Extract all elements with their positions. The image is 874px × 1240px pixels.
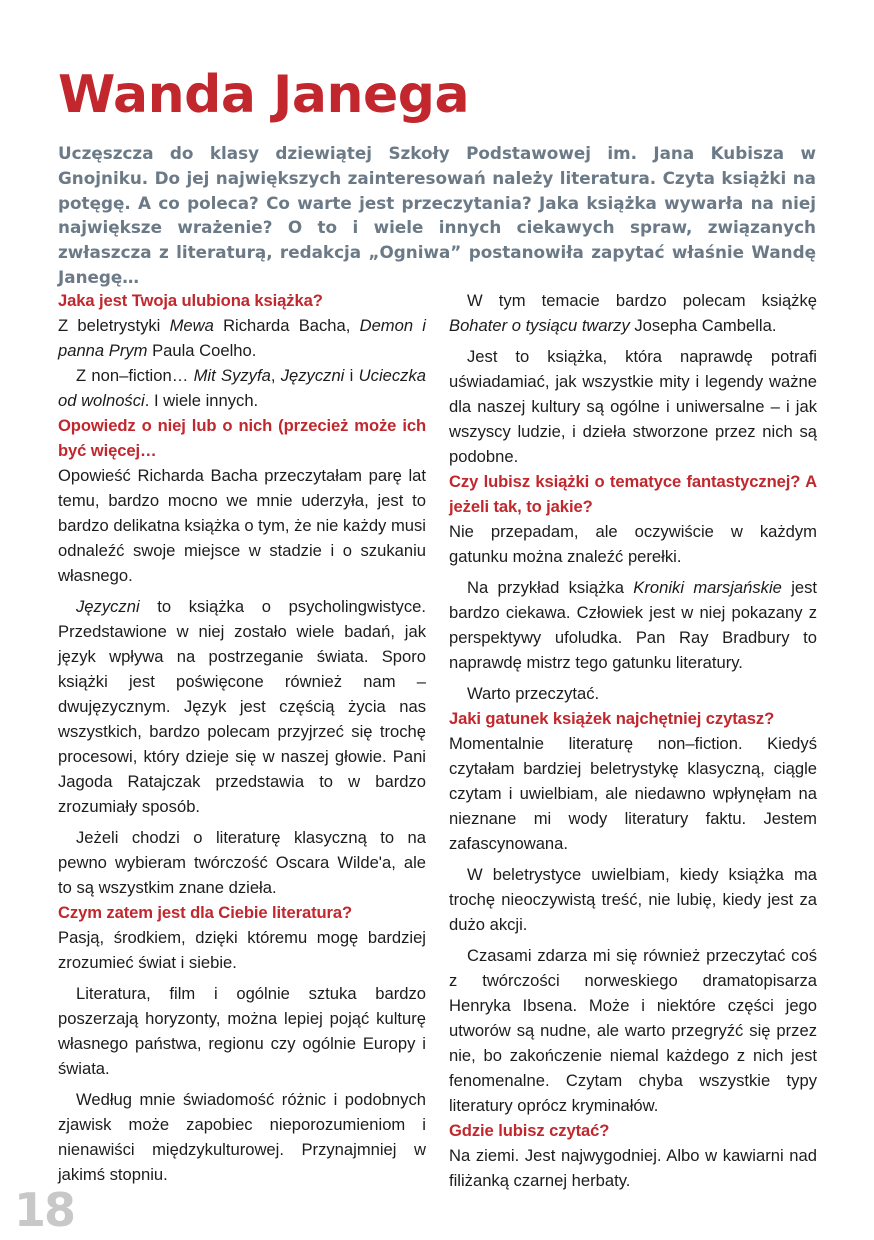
interview-question xyxy=(449,1118,817,1143)
interview-question xyxy=(58,413,426,463)
question-text: Jaka jest Twoja ulubiona książka? xyxy=(58,291,323,310)
interview-answer xyxy=(58,313,426,363)
question-text: Opowiedz o niej lub o nich (przecież może ich być więcej… xyxy=(58,416,426,460)
interview-answer xyxy=(58,363,426,413)
answer-text: , xyxy=(270,366,281,385)
answer-text: Paula Coelho. xyxy=(147,341,257,360)
answer-text: Z beletrystyki xyxy=(58,316,170,335)
book-title: Języczni xyxy=(280,366,345,385)
answer-text: Josepha Cambella. xyxy=(629,316,777,335)
interview-answer xyxy=(58,594,426,819)
interview-answer xyxy=(58,925,426,975)
answer-text: Jeżeli chodzi o literaturę klasyczną to na pewno wybieram twórczość Oscara Wilde'a, ale to są wszystkim znane dzieła. xyxy=(58,828,426,897)
answer-text: W beletrystyce uwielbiam, kiedy książka ma trochę nieoczywistą treść, nie lubię, kiedy jest za dużo akcji. xyxy=(449,865,817,934)
answer-text: Warto przeczytać. xyxy=(467,684,600,703)
interview-answer xyxy=(449,575,817,675)
answer-text: Literatura, film i ogólnie sztuka bardzo poszerzają horyzonty, można lepiej pojąć kulturę własnego państwa, regionu czy ogólnie Europy i świata. xyxy=(58,984,426,1078)
interview-answer xyxy=(449,731,817,856)
question-text: Gdzie lubisz czytać? xyxy=(449,1121,610,1140)
answer-text: to książka o psycholingwistyce. Przedstawione w niej zostało wiele badań, jak język wpływa na postrzeganie świata. Sporo książki jest poświęcone również nam – dwujęzycznym. Język jest częścią życia nas wszystkich, bardzo polecam przyjrzeć się trochę procesowi, który dzieje się w naszej głowie. Pani Jagoda Ratajczak przedstawia to w bardzo zrozumiały sposób. xyxy=(58,597,426,816)
interview-answer xyxy=(58,981,426,1081)
book-title: Języczni xyxy=(76,597,140,616)
interview-question xyxy=(58,900,426,925)
interview-question xyxy=(449,706,817,731)
interview-answer xyxy=(449,519,817,569)
answer-text: jest bardzo ciekawa. Człowiek jest w niej pokazany z perspektywy ufoludka. Pan Ray Bradbury to naprawdę mistrz tego gatunku literatury. xyxy=(449,578,818,672)
answer-text: Z non–fiction… xyxy=(76,366,194,385)
answer-text: Na ziemi. Jest najwygodniej. Albo w kawiarni nad filiżanką czarnej herbaty. xyxy=(449,1146,817,1190)
interview-answer xyxy=(58,825,426,900)
left-column xyxy=(58,288,426,1187)
answer-text: i xyxy=(344,366,359,385)
answer-text: Pasją, środkiem, dzięki któremu mogę bardziej zrozumieć świat i siebie. xyxy=(58,928,426,972)
book-title: Mit Syzyfa xyxy=(193,366,271,385)
interview-answer xyxy=(449,288,817,338)
interview-question xyxy=(449,469,817,519)
answer-text: Richarda Bacha, xyxy=(213,316,360,335)
article-title: Wanda Janega xyxy=(58,65,470,125)
answer-text: Momentalnie literaturę non–fiction. Kiedyś czytałam bardziej beletrystykę klasyczną, ciągle czytam i uwielbiam, ale niedawno wpłynęłam na nieznane mi wody literatury faktu. Jestem zafascynowana. xyxy=(449,734,817,853)
book-title: Mewa xyxy=(169,316,214,335)
book-title: Demon i panna Prym xyxy=(58,316,426,360)
interview-answer xyxy=(449,1143,817,1193)
answer-text: Czasami zdarza mi się również przeczytać coś z twórczości norweskiego dramatopisarza Henryka Ibsena. Może i niektóre części jego utworów są nudne, ale warto przegryźć się przez nie, bo zakończenie niemal każdego z nich jest fenomenalne. Czytam chyba wszystkie typy literatury oprócz kryminałów. xyxy=(449,946,817,1115)
interview-answer xyxy=(58,1087,426,1187)
interview-answer xyxy=(449,862,817,937)
book-title: Kroniki marsjańskie xyxy=(633,578,782,597)
book-title: Ucieczka od wolności xyxy=(58,366,426,410)
book-title: Bohater o tysiącu twarzy xyxy=(449,316,630,335)
question-text: Jaki gatunek książek najchętniej czytasz? xyxy=(449,709,775,728)
answer-text: W tym temacie bardzo polecam książkę xyxy=(467,291,817,310)
answer-text: Według mnie świadomość różnic i podobnych zjawisk może zapobiec nieporozumieniom i nienawiści międzykulturowej. Przynajmniej w jakimś stopniu. xyxy=(58,1090,426,1184)
answer-text: . I wiele innych. xyxy=(144,391,259,410)
question-text: Czy lubisz książki o tematyce fantastycznej? A jeżeli tak, to jakie? xyxy=(449,472,817,516)
interview-answer xyxy=(449,681,817,706)
interview-answer xyxy=(449,943,817,1118)
answer-text: Nie przepadam, ale oczywiście w każdym gatunku można znaleźć perełki. xyxy=(449,522,817,566)
interview-question xyxy=(58,288,426,313)
answer-text: Na przykład książka xyxy=(467,578,634,597)
answer-text: Jest to książka, która naprawdę potrafi uświadamiać, jak wszystkie mity i legendy ważne dla naszej kultury są ogólne i uniwersalne – i jak wszyscy ludzie, i dzieła stworzone przez nich są podobne. xyxy=(449,347,817,466)
right-column xyxy=(449,288,817,1193)
interview-answer xyxy=(58,463,426,588)
page-number: 18 xyxy=(14,1183,75,1237)
question-text: Czym zatem jest dla Ciebie literatura? xyxy=(58,903,353,922)
answer-text: Opowieść Richarda Bacha przeczytałam parę lat temu, bardzo mocno we mnie uderzyła, jest to bardzo delikatna książka o tym, że nie każdy musi odnaleźć swoje miejsce w stadzie i o szukaniu własnego. xyxy=(58,466,426,585)
article-lead: Uczęszcza do klasy dziewiątej Szkoły Podstawowej im. Jana Kubisza w Gnojniku. Do jej największych zainteresowań należy literatura. Czyta książki na potęgę. A co poleca? Co warte jest przeczytania? Jaka książka wywarła na niej największe wrażenie? O to i wiele innych ciekawych spraw, związanych zwłaszcza z literaturą, redakcja „Ogniwa” postanowiła zapytać właśnie Wandę Janegę… xyxy=(58,143,816,287)
interview-answer xyxy=(449,344,817,469)
